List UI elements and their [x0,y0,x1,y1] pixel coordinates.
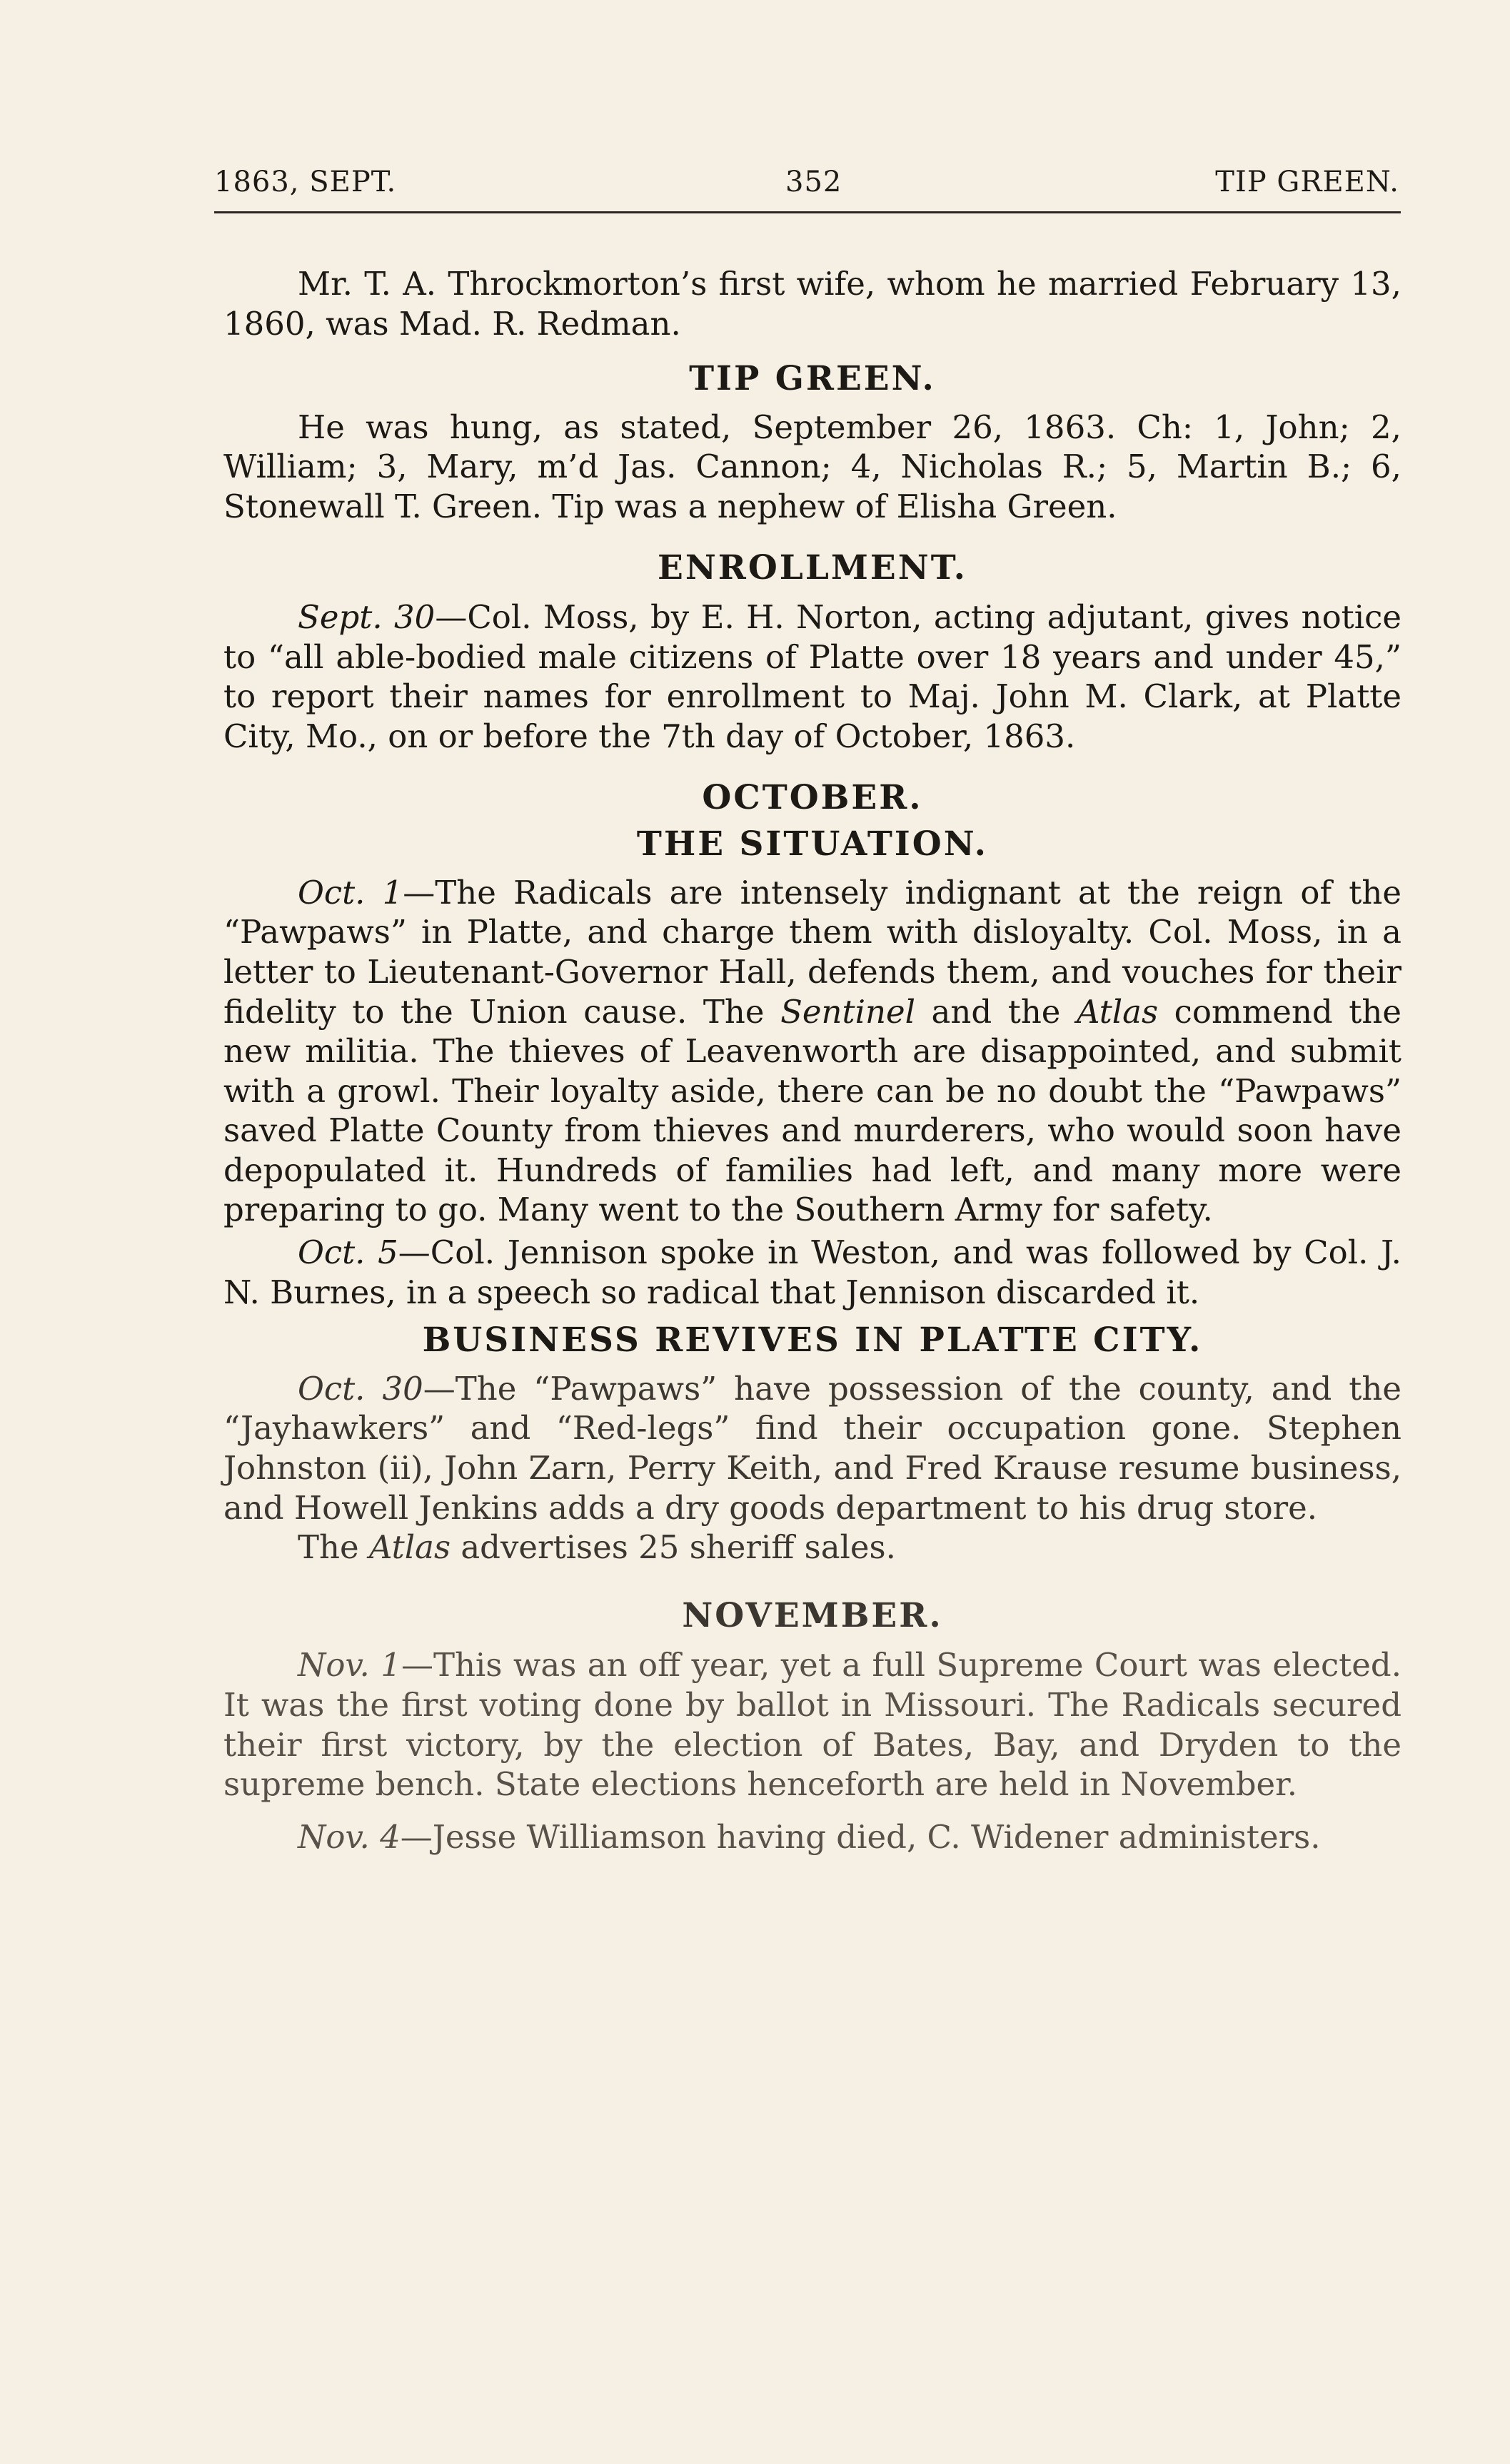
heading-october: OCTOBER. [702,777,923,817]
business-date: Oct. 30 [298,1369,423,1408]
enrollment-date: Sept. 30 [298,598,436,637]
situation-date-1: Oct. 1 [298,873,403,912]
intro-paragraph: Mr. T. A. Throckmorton’s first wife, whom he married February 13, 1860, was Mad. R. Redman. [223,265,1401,343]
running-head-title: TIP GREEN. [1215,166,1399,198]
business-atlas-title: Atlas [368,1528,451,1567]
situation-text-b: and the [915,992,1077,1031]
november-date-2: Nov. 4 [298,1817,401,1856]
business-paragraph-1 [223,1369,1401,1528]
page-number: 352 [785,166,842,198]
enrollment-paragraph [223,597,1401,756]
november-date-1: Nov. 1 [298,1646,401,1685]
running-head-date: 1863, SEPT. [214,166,397,198]
situation-paragraph-2 [223,1233,1401,1312]
heading-november: NOVEMBER. [682,1595,943,1635]
running-head [214,166,1399,208]
business-text-1: —The “Pawpaws” have possession of the county, and the “Jayhawkers” and “Red-legs” find their occupation gone. Stephen Johnston (ii), John Zarn, Perry Keith, and Fred Krause resume business, and Howell Jenkins adds a dry goods department to his drug store. [223,1369,1401,1527]
situation-text-2: —Col. Jennison spoke in Weston, and was followed by Col. J. N. Burnes, in a speech so radical that Jennison discarded it. [223,1233,1401,1311]
november-paragraph-1 [223,1645,1401,1804]
november-text-2: —Jesse Williamson having died, C. Widener administers. [400,1817,1321,1856]
enrollment-text: —Col. Moss, by E. H. Norton, acting adjutant, gives notice to “all able-bodied male citizens of Platte over 18 years and under 45,” to report their names for enrollment to Maj. John M. Clark, at Platte City, Mo., on or before the 7th day of October, 1863. [223,598,1401,755]
business-text-2b: advertises 25 sheriff sales. [451,1528,896,1567]
situation-date-2: Oct. 5 [298,1233,398,1272]
situation-text-a: —The Radicals are intensely indignant at the reign of the “Pawpaws” in Platte, and charge them with disloyalty. Col. Moss, in a letter to Lieutenant-Governor Hall, defends them, and vouches for their fidelity to the Union cause. The [223,873,1401,1031]
sentinel-title: Sentinel [780,992,915,1031]
page-body [223,264,1401,1857]
november-paragraph-2 [223,1817,1401,1857]
heading-business-revives: BUSINESS REVIVES IN PLATTE CITY. [422,1321,1203,1360]
business-paragraph-2 [223,1528,1401,1567]
heading-tip-green: TIP GREEN. [689,359,936,399]
heading-the-situation: THE SITUATION. [636,824,989,864]
situation-text-c: commend the new militia. The thieves of Leavenworth are disappointed, and submit with a growl. Their loyalty aside, there can be no doubt the “Pawpaws” saved Platte County from thieves and murderers, who would soon have depopulated it. Hundreds of families had left, and many more were preparing to go. Many went to the Southern Army for safety. [223,992,1401,1229]
business-text-2a: The [298,1528,369,1567]
tip-green-paragraph: He was hung, as stated, September 26, 1863. Ch: 1, John; 2, William; 3, Mary, m’d Jas. Cannon; 4, Nicholas R.; 5, Martin B.; 6, Stonewall T. Green. Tip was a nephew of Elisha Green. [223,408,1401,525]
header-rule [214,211,1401,213]
november-text-1: —This was an off year, yet a full Supreme Court was elected. It was the first voting done by ballot in Missouri. The Radicals secured their first victory, by the election of Bates, Bay, and Dryden to the supreme bench. State elections henceforth are held in November. [223,1646,1402,1804]
atlas-title: Atlas [1077,992,1159,1031]
situation-paragraph-1 [223,873,1401,1230]
heading-enrollment: ENROLLMENT. [658,547,967,587]
